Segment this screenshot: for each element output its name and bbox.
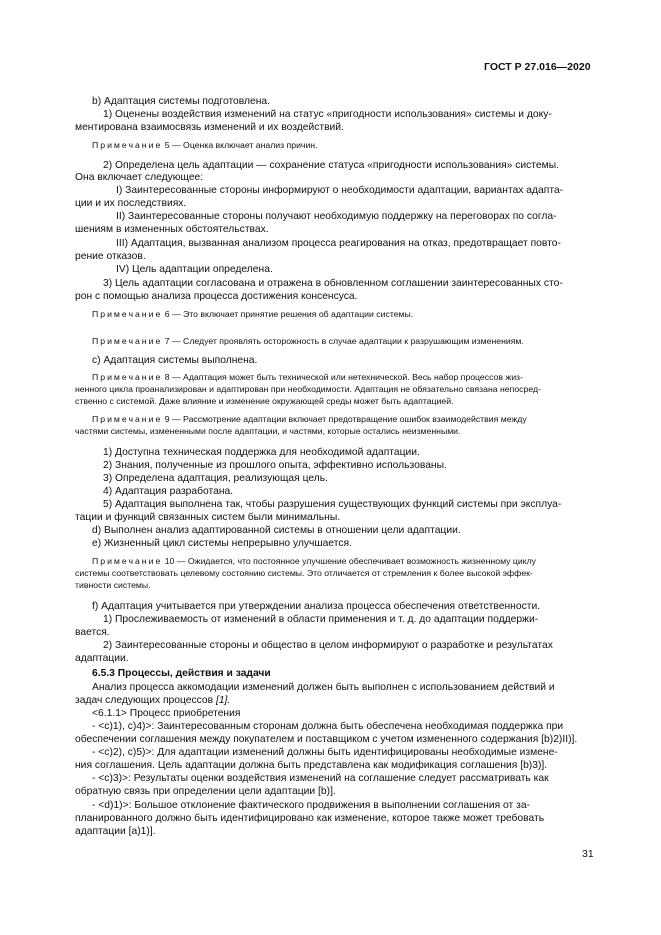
text-line: d) Выполнен анализ адаптированной системы в отношении цели адаптации. <box>92 525 461 536</box>
note-line <box>92 140 318 151</box>
text-line: - <d)1)>: Большое отклонение фактического продвижения в выполнении соглашения от за- <box>92 800 531 811</box>
text-line: - <c)3)>: Результаты оценки воздействия изменений на соглашение следует рассматривать как <box>92 773 549 784</box>
text-line: планированного должно быть идентифицировано как изменение, которое также может требовать <box>75 813 545 824</box>
text-line: ции и их последствиях. <box>75 198 187 209</box>
text-line: 1) Доступна техническая поддержка для необходимой адаптации. <box>103 447 420 458</box>
text-line: I) Заинтересованные стороны информируют о необходимости адаптации, вариантах адапта- <box>116 185 564 196</box>
text-line: обратную связь при определении цели адаптации [b)]. <box>75 786 336 797</box>
note-label: Примечание <box>92 556 163 566</box>
text-line: Анализ процесса аккомодации изменений должен быть выполнен с использованием действий и <box>92 682 555 693</box>
document-header: ГОСТ Р 27.016—2020 <box>484 61 591 73</box>
text-line: III) Адаптация, вызванная анализом процесса реагирования на отказ, предотвращает повто- <box>116 238 561 249</box>
text-line: шениям в измененных обстоятельствах. <box>75 224 269 235</box>
text-line: 1) Прослеживаемость от изменений в области применения и т. д. до адаптации поддержи- <box>103 614 539 625</box>
note-label: Примечание <box>92 336 163 346</box>
text-line: ния соглашения. Цель адаптации должна быть представлена как модификация соглашения [b)3)]. <box>75 760 548 771</box>
text-line: e) Жизненный цикл системы непрерывно улучшается. <box>92 538 352 549</box>
note-text: 9 — Рассмотрение адаптации включает предотвращение ошибок взаимодействия между <box>162 414 527 424</box>
text-line: IV) Цель адаптации определена. <box>116 264 273 275</box>
note-line <box>92 556 536 567</box>
text-line: 2) Знания, полученные из прошлого опыта, эффективно использованы. <box>103 460 447 471</box>
text-line: II) Заинтересованные стороны получают необходимую поддержку на переговорах по соглa- <box>116 211 557 222</box>
note-line: ственно с системой. Даже влияние и изменение окружающей среды может быть адаптацией. <box>75 396 454 406</box>
note-label: Примечание <box>92 309 163 319</box>
text-line: рение отказов. <box>75 251 146 262</box>
note-text: 5 — Оценка включает анализ причин. <box>162 140 318 150</box>
text-line: рон с помощью анализа процесса достижения консенсуса. <box>75 291 358 302</box>
page-number: 31 <box>582 848 594 860</box>
text-line: 3) Цель адаптации согласована и отражена в обновленном соглашении заинтересованных сто- <box>103 278 563 289</box>
reference-link: [1]. <box>215 695 231 706</box>
note-text: 10 — Ожидается, что постоянное улучшение обеспечивает возможность жизненному циклу <box>162 556 537 566</box>
text-line: 2) Заинтересованные стороны и общество в целом информируют о разработке и результатах <box>103 640 553 651</box>
text-line: c) Адаптация системы выполнена. <box>92 355 258 366</box>
text-line: вается. <box>75 627 110 638</box>
note-line <box>92 414 527 425</box>
section-heading: 6.5.3 Процессы, действия и задачи <box>92 668 271 679</box>
text-line: - <c)2), c)5)>: Для адаптации изменений должны быть идентифицированы необходимые измене- <box>92 747 558 758</box>
text-line: Она включает следующее: <box>75 172 204 183</box>
note-text: 7 — Следует проявлять осторожность в случае адаптации к разрушающим изменениям. <box>162 336 524 346</box>
note-text: 6 — Это включает принятие решения об адаптации системы. <box>162 309 414 319</box>
note-line: ненного цикла проанализирован и адаптирован при необходимости. Адаптация не обязательно связана непосред- <box>75 384 541 394</box>
text-line: 5) Адаптация выполнена так, чтобы разрушения существующих функций системы при эксплуа- <box>103 499 562 510</box>
text-line: тации и функций связанных систем были минимальны. <box>75 512 341 523</box>
text-segment: задач следующих процессов <box>75 695 216 706</box>
text-line <box>75 694 230 707</box>
text-line: обеспечении соглашения между покупателем и поставщиком с учетом измененного содержания [b)2)II)]. <box>75 734 578 745</box>
note-label: Примечание <box>92 372 163 382</box>
text-line: <6.1.1> Процесс приобретения <box>92 708 241 719</box>
note-line <box>92 309 413 320</box>
note-line: тивности системы. <box>75 580 151 590</box>
text-line: 4) Адаптация разработана. <box>103 486 234 497</box>
text-line: - <c)1), c)4)>: Заинтересованным сторонам должна быть обеспечена необходимая поддержка при <box>92 721 564 732</box>
note-label: Примечание <box>92 140 163 150</box>
text-line: 2) Определена цель адаптации — сохранение статуса «пригодности использования» системы. <box>103 160 559 171</box>
note-line <box>92 372 523 383</box>
text-line: b) Адаптация системы подготовлена. <box>92 96 271 107</box>
text-line: адаптации. <box>75 653 129 664</box>
note-line: частями системы, измененными после адаптации, и частями, которые остались неизменными. <box>75 426 461 436</box>
text-line: ментирована взаимосвязь изменений и их воздействий. <box>75 122 344 133</box>
note-line: системы соответствовать целевому состоянию системы. Это отличается от стремления к более высокой эффек- <box>75 568 533 578</box>
note-label: Примечание <box>92 414 163 424</box>
text-line: адаптации [a)1)]. <box>75 826 156 837</box>
note-text: 8 — Адаптация может быть технической или нетехнической. Весь набор процессов жиз- <box>162 372 523 382</box>
note-line <box>92 336 524 347</box>
text-line: f) Адаптация учитывается при утверждении анализа процесса обеспечения ответственности. <box>92 601 541 612</box>
text-line: 3) Определена адаптация, реализующая цель. <box>103 473 328 484</box>
text-line: 1) Оценены воздействия изменений на статус «пригодности использования» системы и доку- <box>103 109 552 120</box>
